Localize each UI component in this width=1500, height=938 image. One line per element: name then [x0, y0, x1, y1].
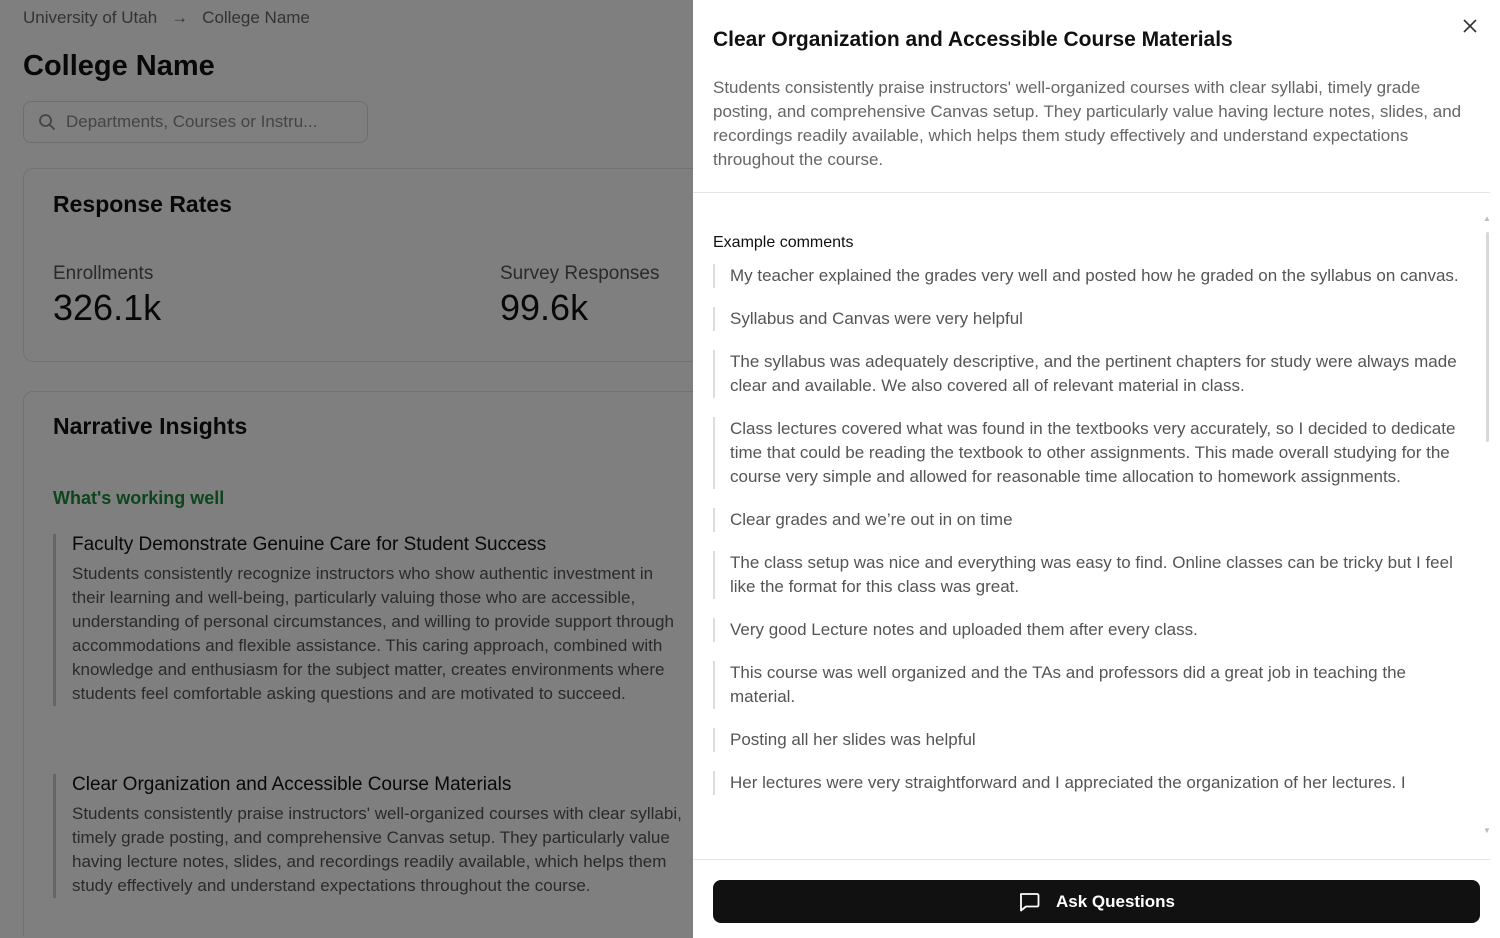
- comment-item: Very good Lecture notes and uploaded them after every class.: [713, 618, 1465, 642]
- comments-list[interactable]: [713, 264, 1465, 840]
- scrollbar-thumb[interactable]: [1486, 232, 1489, 442]
- scroll-up-icon[interactable]: ▲: [1483, 214, 1491, 223]
- divider: [693, 859, 1490, 860]
- close-icon: [1463, 19, 1477, 33]
- ask-questions-button[interactable]: [713, 880, 1480, 923]
- close-button[interactable]: [1457, 13, 1483, 39]
- comment-item: Posting all her slides was helpful: [713, 728, 1465, 752]
- chat-bubble-icon: [1018, 892, 1040, 912]
- comment-item: My teacher explained the grades very well and posted how he graded on the syllabus on canvas.: [713, 264, 1465, 288]
- comment-item: Syllabus and Canvas were very helpful: [713, 307, 1465, 331]
- panel-title: Clear Organization and Accessible Course Materials: [713, 28, 1233, 51]
- insight-detail-panel: [693, 2, 1490, 936]
- panel-description: Students consistently praise instructors' well-organized courses with clear syllabi, timely grade posting, and comprehensive Canvas setup. They particularly value having lecture notes, slides, and recordings readily available, which helps them study effectively and understand expectations throughout the course.: [713, 78, 1462, 169]
- comment-item: The class setup was nice and everything was easy to find. Online classes can be tricky but I feel like the format for this class was great.: [713, 551, 1465, 599]
- comment-item: Clear grades and we’re out in on time: [713, 508, 1465, 532]
- comment-item: The syllabus was adequately descriptive, and the pertinent chapters for study were always made clear and available. We also covered all of relevant material in class.: [713, 350, 1465, 398]
- example-comments-label: Example comments: [713, 234, 854, 251]
- modal-backdrop[interactable]: [0, 0, 693, 938]
- comment-item: Her lectures were very straightforward and I appreciated the organization of her lectures. I: [713, 771, 1465, 795]
- ask-questions-label: Ask Questions: [1055, 891, 1176, 911]
- scroll-down-icon[interactable]: ▼: [1483, 826, 1491, 835]
- comment-item: Class lectures covered what was found in the textbooks very accurately, so I decided to dedicate time that could be reading the textbook to other assignments. This made overall studying for the course very simple and allowed for reasonable time allocation to homework assignments.: [713, 417, 1465, 489]
- divider: [693, 192, 1490, 193]
- comment-item: This course was well organized and the TAs and professors did a great job in teaching the material.: [713, 661, 1465, 709]
